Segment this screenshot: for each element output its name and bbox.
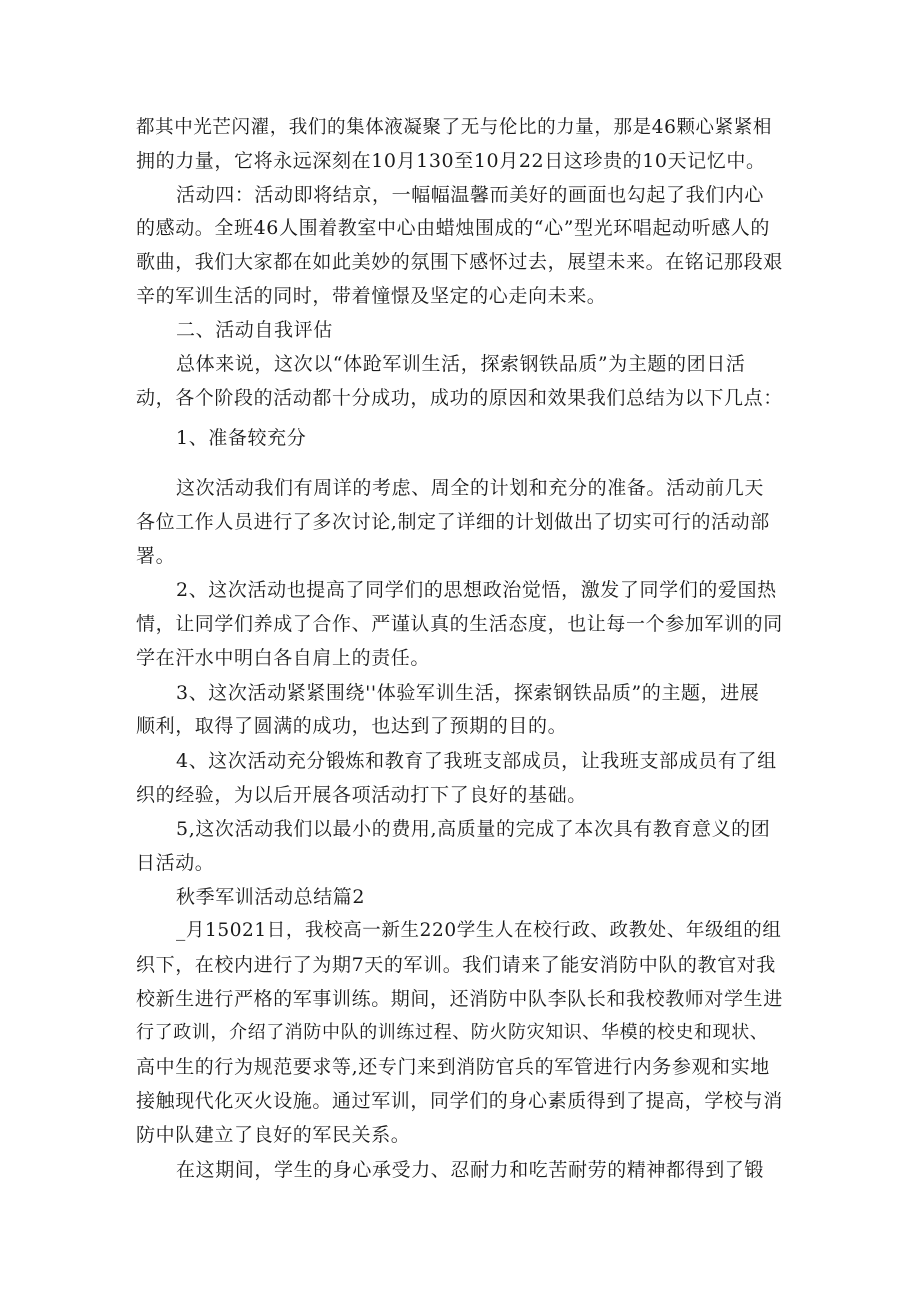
line-text: 日活动。 [136, 852, 215, 874]
line-text: 秋季军训活动总结篇2 [176, 886, 366, 908]
line-text: 高中生的行为规范要求等,还专门来到消防官兵的军管进行内务参观和实地 [136, 1056, 770, 1078]
line-text: 活动四：活动即将结京，一幅幅温馨而美好的画面也勾起了我们内心 [176, 184, 765, 206]
line-text: 的感动。全班46人围着教室中心由蜡烛围成的“心”型光环唱起动听感人的 [136, 217, 771, 239]
line-text: 2、这次活动也提高了同学们的思想政治觉悟，激发了同学们的爱国热 [176, 579, 777, 601]
line-text: 情，让同学们养成了合作、严谨认真的生活态度，也让每一个参加军训的同 [136, 613, 783, 635]
line-text: 校新生进行严格的军事训练。期间，还消防中队李队长和我校教师对学生进 [136, 988, 783, 1010]
line-text: 织的经验，为以后开展各项活动打下了良好的基础。 [136, 784, 587, 806]
line-text: 这次活动我们有周详的考虑、周全的计划和充分的准备。活动前几天 [176, 477, 765, 499]
line-text: 拥的力量，它将永远深刻在10月130至10月22日这珍贵的10天记忆中。 [136, 150, 766, 172]
line-text: 歌曲，我们大家都在如此美妙的氛围下感怀过去，展望未来。在铭记那段艰 [136, 251, 783, 273]
line-text: 二、活动自我评估 [176, 319, 333, 341]
line-text: 动，各个阶段的活动都十分成功，成功的原因和效果我们总结为以下几点： [136, 387, 783, 409]
line-text: _月15021日，我校高一新生220学生人在校行政、政教处、年级组的组 [176, 920, 782, 941]
line-text: 辛的军训生活的同时，带着憧憬及坚定的心走向未来。 [136, 285, 607, 307]
line-text: 各位工作人员进行了多次讨论,制定了详细的计划做出了切实可行的活动部 [136, 511, 770, 533]
line-text: 织下，在校内进行了为期7天的军训。我们请来了能安消防中队的教官对我 [136, 954, 776, 976]
line-text: 接触现代化灭火设施。通过军训，同学们的身心素质得到了提高，学校与消 [136, 1090, 783, 1112]
line-text: 总体来说，这次以“体跄军训生活，探索钢铁品质”为主题的团日活 [176, 353, 746, 375]
line-text: 行了政训，介绍了消防中队的训练过程、防火防灾知识、华模的校史和现状、 [136, 1022, 769, 1043]
line-text: 署。 [136, 545, 176, 567]
line-text: 5,这次活动我们以最小的费用,高质量的完成了本次具有教育意义的团 [176, 818, 771, 840]
line-text: 学在汗水中明白各自肩上的责任。 [136, 647, 431, 669]
line-text: 防中队建立了良好的军民关系。 [136, 1124, 411, 1146]
line-text: 4、这次活动充分锻炼和教育了我班支部成员，让我班支部成员有了组 [176, 750, 777, 772]
line-text: 在这期间，学生的身心承受力、忍耐力和吃苦耐劳的精神都得到了锻 [176, 1159, 765, 1181]
line-text: 1、准备较充分 [176, 427, 307, 449]
line-text: 3、这次活动紧紧围绕''体验军训生活，探索钢铁品质”的主题，进展 [176, 682, 760, 704]
line-text: 都其中光芒闪濯，我们的集体液凝聚了无与伦比的力量，那是46颗心紧紧相 [136, 117, 772, 138]
line-text: 顺利，取得了圆满的成功，也达到了预期的目的。 [136, 715, 568, 737]
